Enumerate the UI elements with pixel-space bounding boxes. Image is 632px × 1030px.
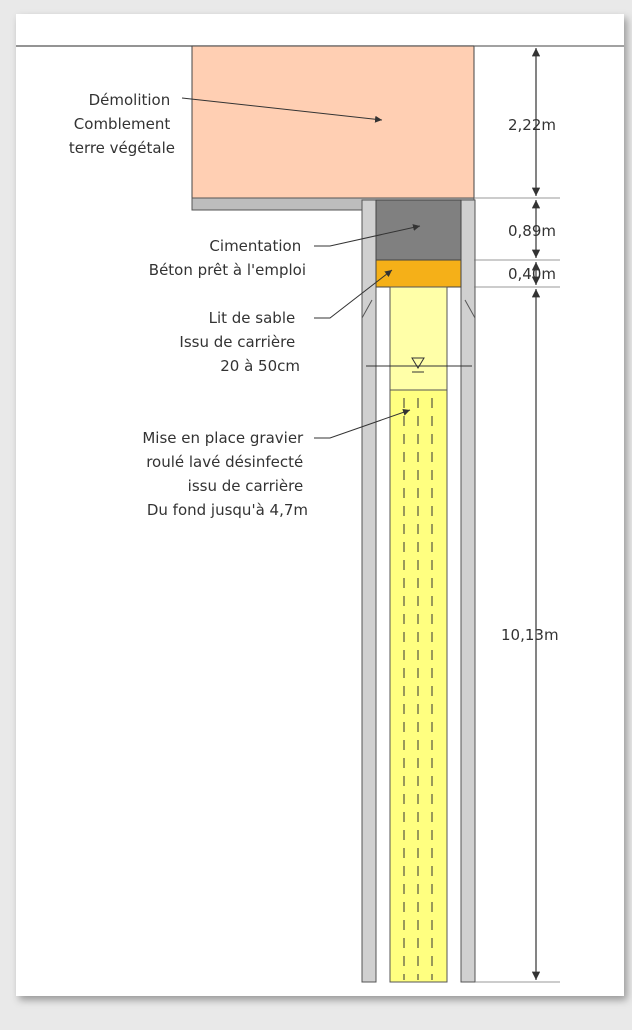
label-demolition: Démolition Comblement terre végétale [68,91,175,157]
dimension-sand: 0,40m [508,265,557,283]
dimension-gravel: 10,13m [501,626,559,644]
casing-left [362,200,376,982]
concrete-block [376,200,461,260]
dimension-concrete: 0,89m [508,222,557,240]
sand-layer [376,260,461,287]
demolition-fill-block [192,46,474,198]
label-gravier: Mise en place gravier roulé lavé désinfecté issu de carrière Du fond jusqu'à 4,7m [142,429,308,519]
label-sable: Lit de sable Issu de carrière 20 à 50cm [179,309,300,375]
dimension-demolition: 2,22m [508,116,557,134]
casing-right [461,200,475,982]
label-cimentation: Cimentation Béton prêt à l'emploi [148,237,306,279]
